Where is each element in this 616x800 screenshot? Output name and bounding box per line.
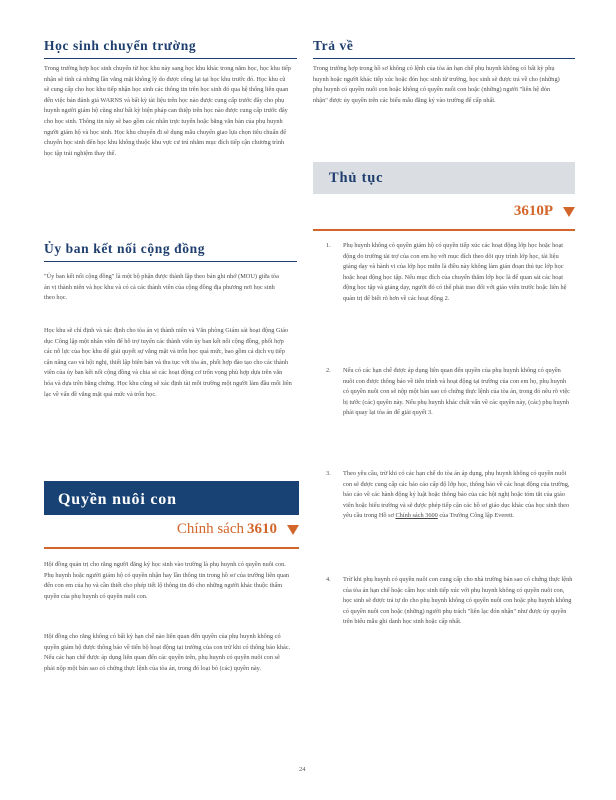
page-number: 24 — [299, 766, 306, 773]
list-item-text: Nếu có các hạn chế được áp dụng liên quan đến quyền của phụ huynh không có quyền nuôi con được thông báo về tiến trình và hoạt động tại trường của con em họ, phụ huynh có quyền nuôi con sẽ nộp một bản sao có chứng thực lệnh của tòa án, trong đó nêu rõ việc bị tước (các) quyền này. Nếu phụ huynh khác chất vấn về các quyền này, (các) phụ huynh phải quay lại tòa án để giải quyết 3. — [343, 367, 570, 417]
triangle-down-icon — [287, 525, 299, 535]
community-committee-paragraph-1: "Ủy ban kết nối cộng đồng" là một bộ phận được thành lập theo bản ghi nhớ (MOU) giữa tòa án vị thành niên và học khu và có cả các thành viên của cộng đồng địa phương nơi học sinh theo học. — [44, 273, 279, 302]
list-item — [326, 469, 573, 522]
custody-paragraph-1: Hội đồng quản trị cho rằng người đăng ký học sinh vào trường là phụ huynh có quyền nuôi con. Phụ huynh hoặc người giám hộ có quyền nhận hay lần thông tin trong hồ sơ của trường liên quan đến con em của họ và cần thiết cho phép tiết lộ thông tin đó cho những người khác thuộc thẩm quyền của phụ huynh có quyền nuôi con. — [44, 561, 290, 600]
list-item-number: 3. — [326, 470, 331, 477]
policy-text: Chính sách — [176, 521, 244, 537]
list-item-number: 2. — [326, 367, 331, 374]
procedure-divider — [313, 229, 575, 231]
list-item-text: Trừ khi phụ huynh có quyền nuôi con cung cấp cho nhà trường bản sao có chứng thực lệnh của tòa án hạn chế hoặc cấm học sinh tiếp xúc với phụ huynh không có quyền nuôi con, học sinh sẽ được trả tự do cho phụ huynh không có quyền nuôi con hoặc phụ huynh không có quyền nuôi con hoặc (những) người phụ trách "liên lạc đón nhận" như được ủy quyền trên biểu mẫu ghi danh học sinh hoặc cấp nhất. — [343, 576, 573, 626]
list-item-text: Theo yêu cầu, trừ khi có các hạn chế do tòa án áp dụng, phụ huynh không có quyền nuôi con sẽ được cung cấp các báo cáo cấp độ lớp học, thông báo về các hoạt động của trường, báo cáo về các hành động kỷ luật hoặc thông báo của các hội nghị hoặc tóm tắt của giáo viên hoặc biểu trường và sẽ được phép tiếp cận các hồ sơ giáo dục khác của học sinh theo yêu cầu trong Hồ sơ — [343, 470, 570, 520]
list-item — [326, 241, 573, 305]
policy-divider — [44, 547, 299, 549]
return-paragraph: Trong trường hợp trong hồ sơ không có lệnh của tòa án hạn chế phụ huynh không có bất kỳ phụ huynh hoặc người khác tiếp xúc hoặc đón học sinh từ trường, học sinh sẽ được trả về cho (những) phụ huynh có quyền nuôi con hoặc không có quyền nuôi con hoặc (những) người "liên hệ đón nhận" được ủy quyền trên các biểu mẫu đăng ký vào trường để cấp nhất. — [313, 65, 560, 104]
policy-label — [177, 521, 299, 538]
section-heading-student-transfer: Học sinh chuyển trường — [44, 38, 297, 59]
student-transfer-paragraph: Trong trường hợp học sinh chuyển từ học khu này sang học khu khác trong năm học, học khu tiếp nhận sẽ tính cả những lần vắng mặt không lý do được công lại tại học khu trước đó. Học khu cũ sẽ cung cấp cho học khu tiếp nhận học sinh các thông tin trên học sinh đó qua hệ thống liên quan đến việc bản đánh giá WARNS và bất kỳ tài liệu trên học nào được cung cấp trước đây cho phụ huynh người giám hộ cũng như bất kỳ biện pháp can thiệp trên học nào được cung cấp trước đây cho học sinh. Thông tin này sẽ bao gồm các nhân trực tuyến hoặc bằng văn bản của phụ huynh người giám hộ và học sinh. Học khu chuyển đi sẽ dụng mẫu chuyển giao lựa chọn tiêu chuẩn để chuyển học sinh đến học khu không thuộc khu vực cư trú nhằm mục đích tiếp cận chương trình học tập trải nghiệm thay thế. — [44, 65, 291, 157]
custody-banner-title: Quyền nuôi con — [58, 491, 177, 508]
list-item — [326, 575, 573, 628]
list-item-number: 4. — [326, 576, 331, 583]
procedure-box-title: Thủ tục — [329, 170, 384, 186]
section-heading-community-committee: Ủy ban kết nối cộng đồng — [44, 241, 297, 262]
section-heading-return: Trả về — [313, 38, 575, 59]
triangle-down-icon — [563, 207, 575, 217]
policy-number: 3610 — [247, 521, 277, 537]
list-item — [326, 366, 573, 419]
custody-banner — [44, 481, 299, 515]
community-committee-paragraph-2: Học khu sẽ chỉ định và xác định cho tòa án vị thành niên và Văn phòng Giám sát hoạt động Giáo dục Công lập một nhân viên để hỗ trợ tuyển các thành viên ủy ban kết nối cộng đồng, phối hợp các nỗ lực của học khu để giải quyết sự vắng mặt và trốn học quá mức, bao gồm cả dịch vụ tiếp cận nâng cao và hội nghị, thiết lập biên bản và thu tục với tòa án, phối hợp đào tạo cho các thành viên của ủy ban kết nối cộng đồng và chia sẻ các hoạt động cơ trốn vọng phù hợp dựa trên văn hóa và dựa trên bằng chứng. Học khu cũng sẽ xác định tài mỗi trường một người làm đầu mối liên lạc về vấn đề vắng mặt quá mức và trốn học. — [44, 327, 292, 398]
procedure-number: 3610P — [513, 203, 553, 219]
custody-paragraph-2: Hội đồng cho rằng không có bất kỳ hạn chế nào liên quan đến quyền của phụ huynh không có quyền giám hộ được thông báo về tiến bộ hoạt động tại trường của con trừ khi có thông báo khác. Nếu các hạn chế được áp dụng liên quan đến các quyền trên, phụ huynh có quyền nuôi con sẽ phải nộp một bản sao có chứng thực lệnh của tòa án, trong đó loại bỏ (các) quyền này. — [44, 633, 291, 672]
list-item-number: 1. — [326, 242, 331, 249]
list-item-text: Phụ huynh không có quyền giám hộ có quyền tiếp xúc các hoạt động lớp học hoặc hoạt động do trường tài trợ của con em họ với mục đích theo dõi quy trình lớp học, tài liệu giảng dạy và hành vi của lớp học miễn là điều này không làm gián đoạn thủ tục lớp học hoặc hoạt động học tập. Nếu mục đích của chuyến thăm lớp học là để quan sát các hoạt động học tập và giảng dạy, người đó có thể phải trao đổi với giáo viên trước hoặc liên hệ quản trị để biết rõ hơn về các hoạt động 2. — [343, 242, 567, 302]
procedure-box — [313, 162, 575, 194]
procedure-label — [511, 203, 575, 220]
list-item-tail: của Trường Công lập Everett. — [437, 512, 515, 520]
policy-3600-link[interactable]: Chính sách 3600 — [395, 512, 438, 520]
